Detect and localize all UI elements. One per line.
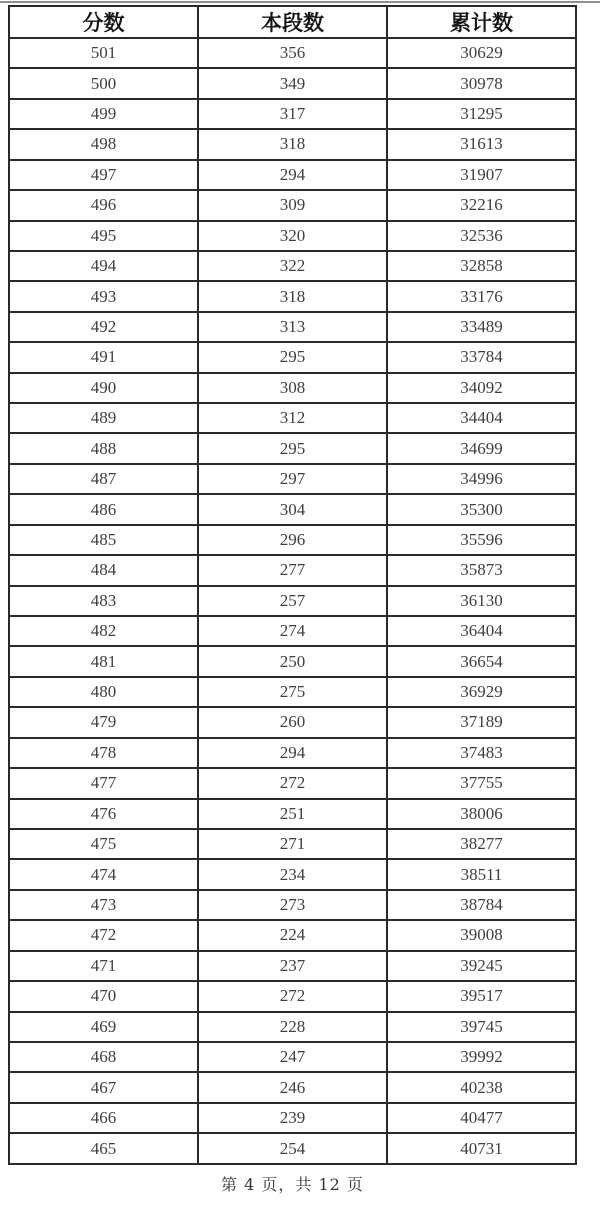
cumulative-count-cell: 39008 bbox=[387, 920, 576, 950]
table-row bbox=[9, 1103, 576, 1133]
score-cell: 490 bbox=[9, 373, 198, 403]
segment-count-cell: 272 bbox=[198, 768, 387, 798]
cumulative-count-cell: 36929 bbox=[387, 677, 576, 707]
segment-count-cell: 317 bbox=[198, 99, 387, 129]
table-row bbox=[9, 799, 576, 829]
table-body bbox=[9, 38, 576, 1164]
score-cell: 471 bbox=[9, 951, 198, 981]
score-cell: 482 bbox=[9, 616, 198, 646]
cumulative-count-cell: 33176 bbox=[387, 281, 576, 311]
segment-count-cell: 257 bbox=[198, 586, 387, 616]
table-row bbox=[9, 68, 576, 98]
segment-count-cell: 274 bbox=[198, 616, 387, 646]
cumulative-count-cell: 34996 bbox=[387, 464, 576, 494]
cumulative-count-cell: 37483 bbox=[387, 738, 576, 768]
segment-count-cell: 246 bbox=[198, 1072, 387, 1102]
segment-count-cell: 272 bbox=[198, 981, 387, 1011]
table-row bbox=[9, 129, 576, 159]
segment-count-cell: 297 bbox=[198, 464, 387, 494]
cumulative-count-cell: 39745 bbox=[387, 1012, 576, 1042]
segment-count-cell: 320 bbox=[198, 221, 387, 251]
table-row bbox=[9, 1012, 576, 1042]
table-row bbox=[9, 555, 576, 585]
segment-count-cell: 237 bbox=[198, 951, 387, 981]
cumulative-count-cell: 35300 bbox=[387, 494, 576, 524]
segment-count-cell: 318 bbox=[198, 281, 387, 311]
segment-count-cell: 234 bbox=[198, 859, 387, 889]
cumulative-count-cell: 40477 bbox=[387, 1103, 576, 1133]
segment-count-cell: 260 bbox=[198, 707, 387, 737]
segment-count-cell: 313 bbox=[198, 312, 387, 342]
cumulative-count-cell: 36654 bbox=[387, 646, 576, 676]
table-row bbox=[9, 160, 576, 190]
cumulative-count-cell: 33784 bbox=[387, 342, 576, 372]
cumulative-count-cell: 38277 bbox=[387, 829, 576, 859]
score-cell: 491 bbox=[9, 342, 198, 372]
score-cell: 478 bbox=[9, 738, 198, 768]
segment-count-cell: 228 bbox=[198, 1012, 387, 1042]
segment-count-cell: 224 bbox=[198, 920, 387, 950]
score-cell: 487 bbox=[9, 464, 198, 494]
table-row bbox=[9, 616, 576, 646]
cumulative-count-cell: 37755 bbox=[387, 768, 576, 798]
segment-count-cell: 254 bbox=[198, 1133, 387, 1164]
cumulative-count-cell: 35873 bbox=[387, 555, 576, 585]
segment-count-cell: 295 bbox=[198, 433, 387, 463]
score-cell: 479 bbox=[9, 707, 198, 737]
segment-count-cell: 308 bbox=[198, 373, 387, 403]
cumulative-count-cell: 36130 bbox=[387, 586, 576, 616]
cumulative-count-cell: 31907 bbox=[387, 160, 576, 190]
score-cell: 496 bbox=[9, 190, 198, 220]
table-row bbox=[9, 920, 576, 950]
segment-count-cell: 309 bbox=[198, 190, 387, 220]
table-row bbox=[9, 221, 576, 251]
segment-count-cell: 349 bbox=[198, 68, 387, 98]
score-cell: 489 bbox=[9, 403, 198, 433]
score-cell: 493 bbox=[9, 281, 198, 311]
table-row bbox=[9, 38, 576, 68]
cumulative-count-cell: 39245 bbox=[387, 951, 576, 981]
table-row bbox=[9, 312, 576, 342]
cumulative-count-cell: 31295 bbox=[387, 99, 576, 129]
segment-count-cell: 251 bbox=[198, 799, 387, 829]
score-cell: 494 bbox=[9, 251, 198, 281]
cumulative-count-cell: 40731 bbox=[387, 1133, 576, 1164]
table-row bbox=[9, 646, 576, 676]
cumulative-count-cell: 30629 bbox=[387, 38, 576, 68]
table-row bbox=[9, 464, 576, 494]
cumulative-count-cell: 38511 bbox=[387, 859, 576, 889]
score-cell: 470 bbox=[9, 981, 198, 1011]
segment-count-cell: 273 bbox=[198, 890, 387, 920]
score-cell: 476 bbox=[9, 799, 198, 829]
score-cell: 477 bbox=[9, 768, 198, 798]
page-number-footer: 第 4 页，共 12 页 bbox=[221, 1175, 364, 1194]
score-cell: 472 bbox=[9, 920, 198, 950]
segment-count-cell: 271 bbox=[198, 829, 387, 859]
cumulative-count-cell: 34092 bbox=[387, 373, 576, 403]
cumulative-count-cell: 35596 bbox=[387, 525, 576, 555]
cumulative-count-cell: 37189 bbox=[387, 707, 576, 737]
cumulative-count-cell: 34699 bbox=[387, 433, 576, 463]
score-distribution-table bbox=[8, 5, 577, 1165]
cumulative-count-cell: 30978 bbox=[387, 68, 576, 98]
table-row bbox=[9, 403, 576, 433]
header-row bbox=[9, 6, 576, 38]
cumulative-count-cell: 34404 bbox=[387, 403, 576, 433]
segment-count-cell: 277 bbox=[198, 555, 387, 585]
cumulative-count-cell: 39992 bbox=[387, 1042, 576, 1072]
column-header-cumulative-count: 累计数 bbox=[387, 6, 576, 38]
table-row bbox=[9, 859, 576, 889]
page-top-rule bbox=[0, 1, 600, 3]
table-row bbox=[9, 981, 576, 1011]
table-row bbox=[9, 251, 576, 281]
table-row bbox=[9, 1042, 576, 1072]
table-row bbox=[9, 890, 576, 920]
table-row bbox=[9, 99, 576, 129]
column-header-score: 分数 bbox=[9, 6, 198, 38]
score-cell: 481 bbox=[9, 646, 198, 676]
table-row bbox=[9, 190, 576, 220]
table-row bbox=[9, 677, 576, 707]
score-cell: 499 bbox=[9, 99, 198, 129]
score-cell: 473 bbox=[9, 890, 198, 920]
score-cell: 500 bbox=[9, 68, 198, 98]
segment-count-cell: 312 bbox=[198, 403, 387, 433]
table-row bbox=[9, 1133, 576, 1164]
table-row bbox=[9, 525, 576, 555]
table-row bbox=[9, 373, 576, 403]
segment-count-cell: 239 bbox=[198, 1103, 387, 1133]
column-header-segment-count: 本段数 bbox=[198, 6, 387, 38]
cumulative-count-cell: 32536 bbox=[387, 221, 576, 251]
segment-count-cell: 295 bbox=[198, 342, 387, 372]
segment-count-cell: 318 bbox=[198, 129, 387, 159]
score-cell: 475 bbox=[9, 829, 198, 859]
table-row bbox=[9, 281, 576, 311]
table-row bbox=[9, 829, 576, 859]
score-cell: 469 bbox=[9, 1012, 198, 1042]
score-cell: 501 bbox=[9, 38, 198, 68]
segment-count-cell: 294 bbox=[198, 738, 387, 768]
table-row bbox=[9, 342, 576, 372]
score-cell: 495 bbox=[9, 221, 198, 251]
cumulative-count-cell: 39517 bbox=[387, 981, 576, 1011]
score-cell: 497 bbox=[9, 160, 198, 190]
score-cell: 486 bbox=[9, 494, 198, 524]
segment-count-cell: 294 bbox=[198, 160, 387, 190]
cumulative-count-cell: 38784 bbox=[387, 890, 576, 920]
cumulative-count-cell: 32858 bbox=[387, 251, 576, 281]
table-row bbox=[9, 586, 576, 616]
score-cell: 468 bbox=[9, 1042, 198, 1072]
cumulative-count-cell: 32216 bbox=[387, 190, 576, 220]
score-cell: 488 bbox=[9, 433, 198, 463]
score-cell: 484 bbox=[9, 555, 198, 585]
segment-count-cell: 356 bbox=[198, 38, 387, 68]
segment-count-cell: 250 bbox=[198, 646, 387, 676]
score-cell: 474 bbox=[9, 859, 198, 889]
score-cell: 485 bbox=[9, 525, 198, 555]
cumulative-count-cell: 33489 bbox=[387, 312, 576, 342]
score-cell: 483 bbox=[9, 586, 198, 616]
score-cell: 467 bbox=[9, 1072, 198, 1102]
segment-count-cell: 322 bbox=[198, 251, 387, 281]
cumulative-count-cell: 36404 bbox=[387, 616, 576, 646]
score-cell: 466 bbox=[9, 1103, 198, 1133]
table-row bbox=[9, 494, 576, 524]
score-cell: 492 bbox=[9, 312, 198, 342]
score-cell: 465 bbox=[9, 1133, 198, 1164]
score-cell: 480 bbox=[9, 677, 198, 707]
segment-count-cell: 275 bbox=[198, 677, 387, 707]
cumulative-count-cell: 40238 bbox=[387, 1072, 576, 1102]
table-row bbox=[9, 951, 576, 981]
cumulative-count-cell: 31613 bbox=[387, 129, 576, 159]
segment-count-cell: 304 bbox=[198, 494, 387, 524]
cumulative-count-cell: 38006 bbox=[387, 799, 576, 829]
segment-count-cell: 296 bbox=[198, 525, 387, 555]
table-row bbox=[9, 768, 576, 798]
table-row bbox=[9, 707, 576, 737]
table-row bbox=[9, 433, 576, 463]
table-row bbox=[9, 738, 576, 768]
segment-count-cell: 247 bbox=[198, 1042, 387, 1072]
table-row bbox=[9, 1072, 576, 1102]
score-cell: 498 bbox=[9, 129, 198, 159]
